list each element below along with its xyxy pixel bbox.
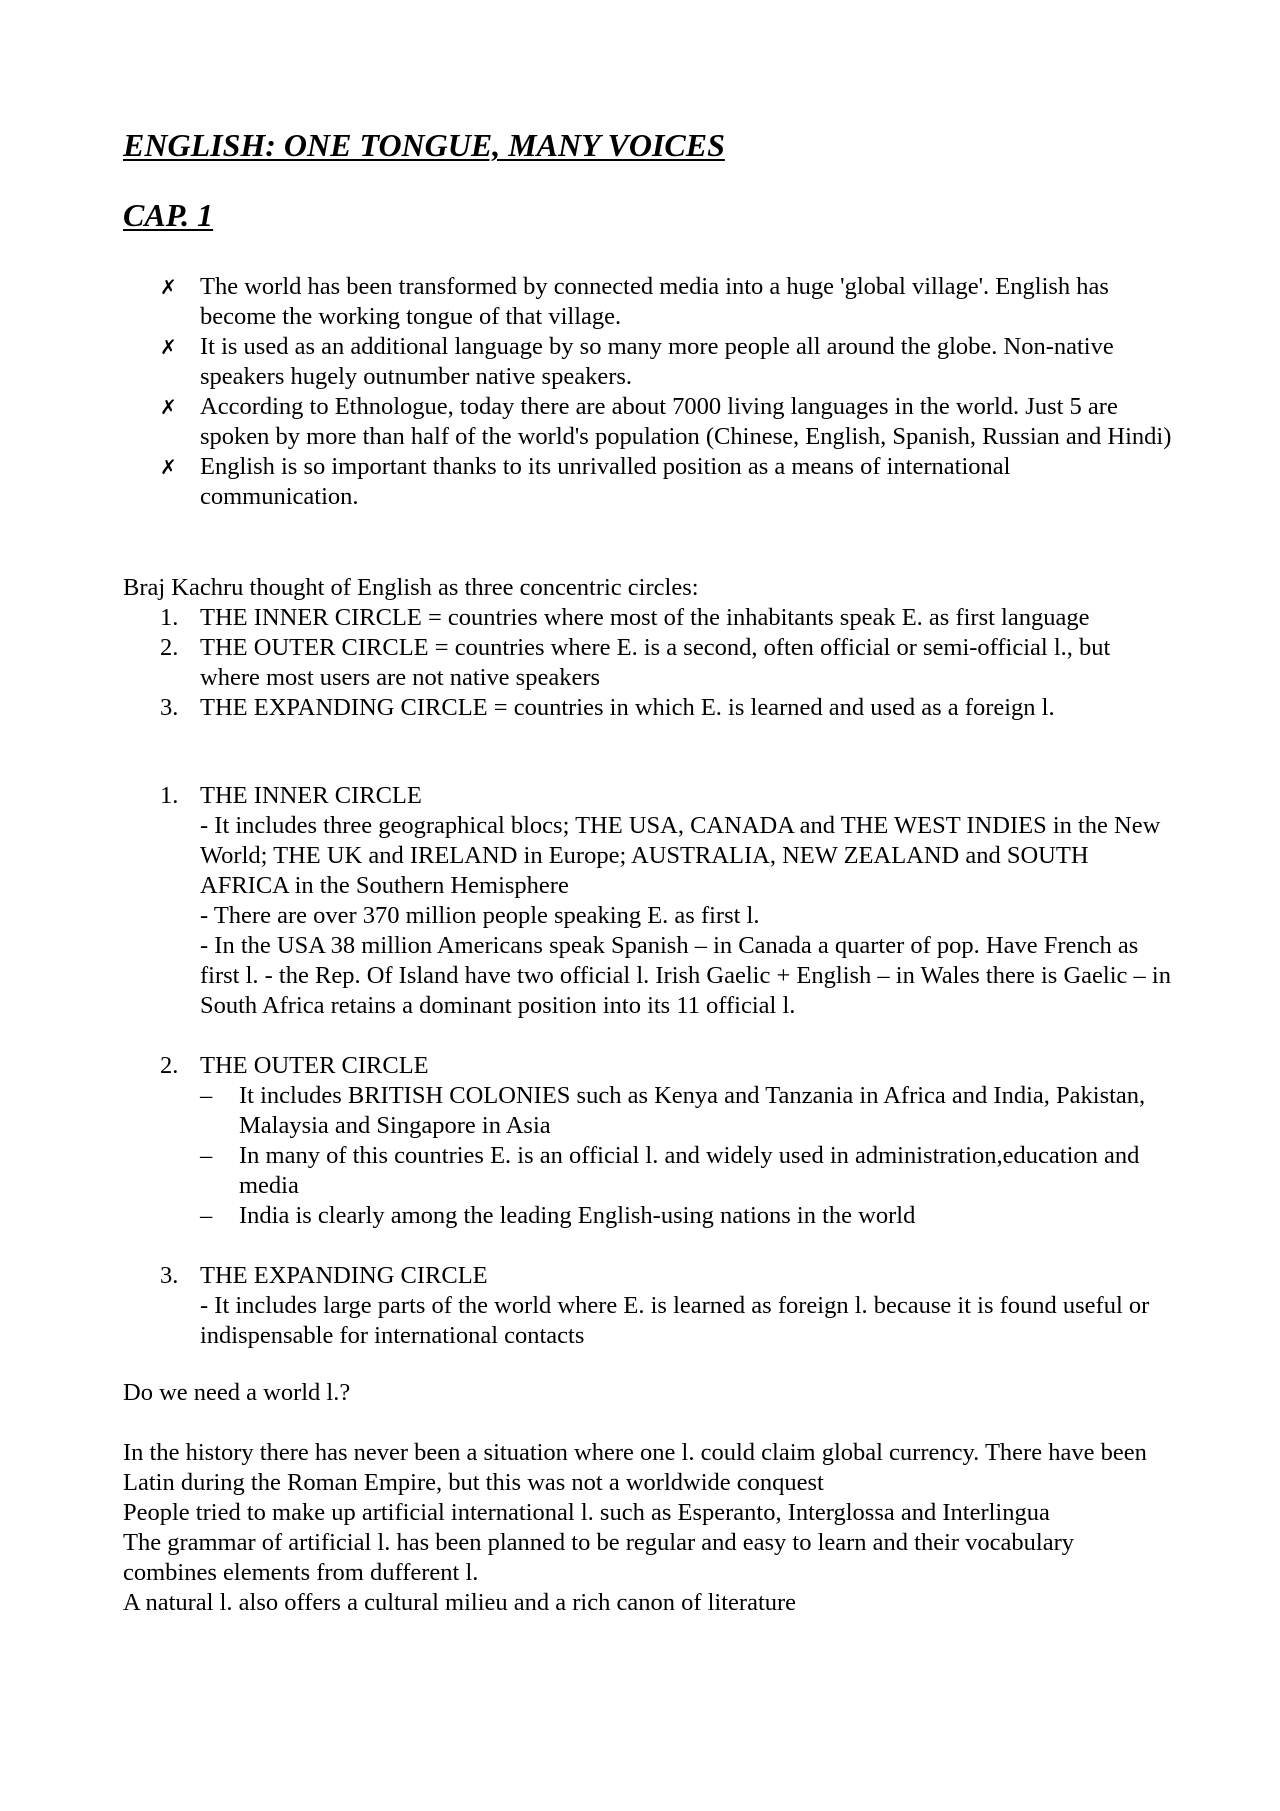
list-item: – India is clearly among the leading English-using nations in the world — [200, 1202, 916, 1229]
kachru-intro: Braj Kachru thought of English as three concentric circles: — [123, 574, 699, 601]
cross-mark-icon: ✗ — [160, 335, 177, 359]
list-item: ✗ According to Ethnologue, today there are about 7000 living languages in the world. Just 5 are spoken by more than half of the world's population (Chinese, English, Spanish, Russian and Hindi) — [160, 393, 1172, 450]
list-item: ✗ English is so important thanks to its unrivalled position as a means of international communication. — [160, 453, 1011, 510]
paragraph: A natural l. also offers a cultural milieu and a rich canon of literature — [123, 1589, 797, 1616]
chapter-heading: CAP. 1 — [123, 197, 214, 233]
paragraph: In the history there has never been a situation where one l. could claim global currency. There have been Latin during the Roman Empire, but this was not a worldwide conquest — [123, 1439, 1147, 1496]
list-item: – In many of this countries E. is an official l. and widely used in administration,education and media — [200, 1142, 1140, 1199]
list-item: – It includes BRITISH COLONIES such as Kenya and Tanzania in Africa and India, Pakistan, Malaysia and Singapore in Asia — [200, 1082, 1146, 1139]
paragraph: People tried to make up artificial international l. such as Esperanto, Interglossa and Interlingua — [123, 1499, 1050, 1526]
expanding-circle-section: 3. THE EXPANDING CIRCLE - It includes large parts of the world where E. is learned as foreign l. because it is found useful or indispensable for international contacts — [123, 1261, 1173, 1351]
section-heading: THE INNER CIRCLE — [200, 782, 422, 809]
list-item: 1. THE INNER CIRCLE = countries where most of the inhabitants speak E. as first language — [160, 604, 1090, 631]
cross-mark-icon: ✗ — [160, 455, 177, 479]
list-item: ✗ The world has been transformed by connected media into a huge 'global village'. English has become the working tongue of that village. — [160, 273, 1109, 330]
section-heading: THE OUTER CIRCLE — [200, 1052, 429, 1079]
list-item: ✗ It is used as an additional language by so many more people all around the globe. Non-native speakers hugely outnumber native speakers. — [160, 333, 1114, 390]
inner-circle-section: 1. THE INNER CIRCLE - It includes three geographical blocs; THE USA, CANADA and THE WEST INDIES in the New World; THE UK and IRELAND in Europe; AUSTRALIA, NEW ZEALAND and SOUTH AFRICA in the Southern Hemisphere - There are over 370 million people speaking E. as first l. - In the USA 38 million Americans speak Spanish – in Canada a quarter of pop. Have French as first l. - the Rep. Of Island have two official l. Irish Gaelic + English – in Wales there is Gaelic – in South Africa retains a dominant position into its 11 official l. — [123, 781, 1173, 1051]
cross-mark-icon: ✗ — [160, 395, 177, 419]
outer-circle-dash-list — [200, 1081, 1173, 1231]
list-item: 3. THE EXPANDING CIRCLE = countries in which E. is learned and used as a foreign l. — [160, 694, 1055, 721]
circles-summary-list — [123, 603, 1173, 723]
cross-mark-icon: ✗ — [160, 275, 177, 299]
paragraph: The grammar of artificial l. has been planned to be regular and easy to learn and their vocabulary combines elements from dufferent l. — [123, 1529, 1075, 1586]
outer-circle-section: 2. THE OUTER CIRCLE – It includes BRITISH COLONIES such as Kenya and Tanzania in Africa and India, Pakistan, Malaysia and Singapore in Asia – In many of this countries E. is an official l. and widely used in administration,education and media – India is clearly among the leading English-using nations in the world — [123, 1051, 1173, 1261]
document-title: ENGLISH: ONE TONGUE, MANY VOICES — [123, 127, 725, 163]
section-heading: THE EXPANDING CIRCLE — [200, 1262, 488, 1289]
world-language-section — [123, 1378, 1173, 1618]
circle-details-list — [123, 781, 1173, 1351]
list-item: 2. THE OUTER CIRCLE = countries where E. is a second, often official or semi-official l., but where most users are not native speakers — [160, 634, 1111, 691]
question-line: Do we need a world l.? — [123, 1379, 351, 1406]
intro-bullet-list — [123, 272, 1173, 512]
kachru-section — [123, 573, 1173, 723]
